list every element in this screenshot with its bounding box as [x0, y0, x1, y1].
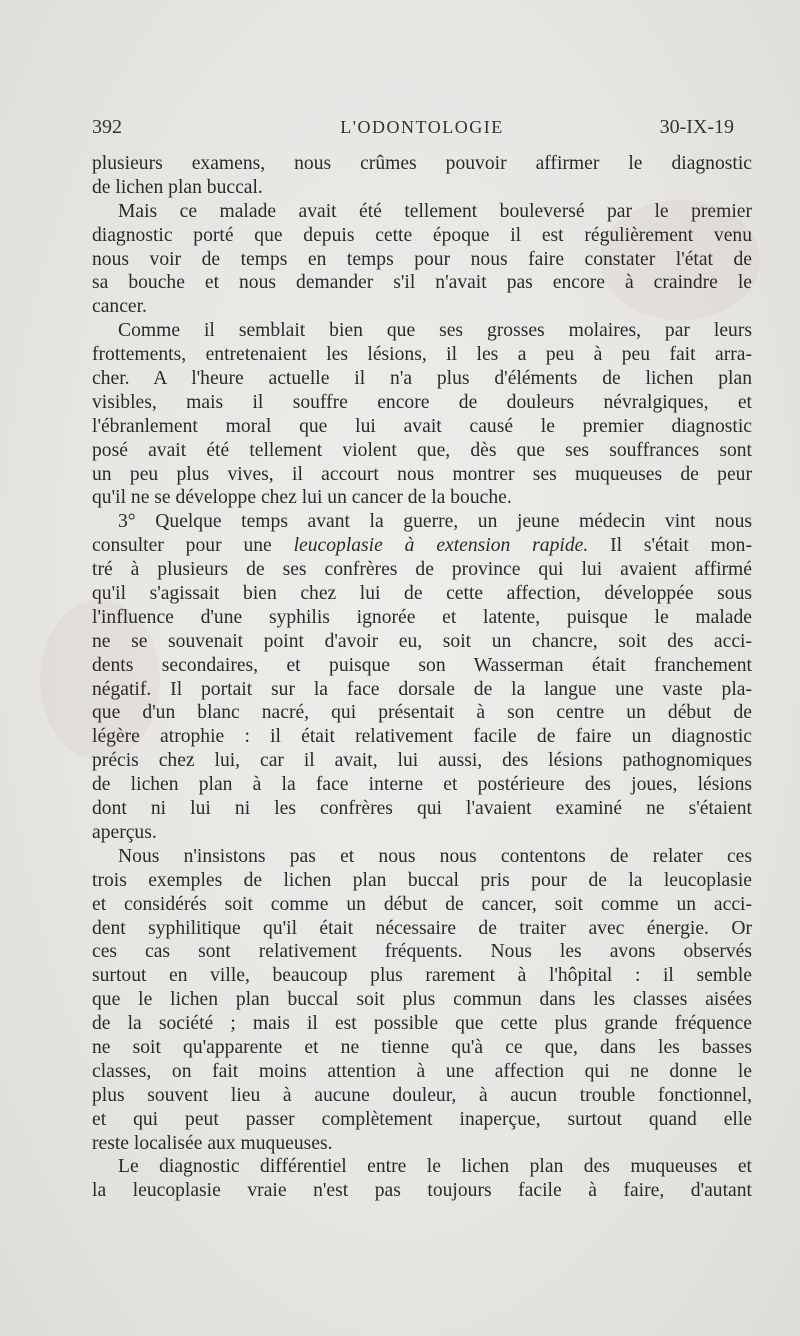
text-line: sa bouche et nous demander s'il n'avait pas encore à craindre le — [92, 272, 752, 294]
text-line: Mais ce malade avait été tellement bouleversé par le premier — [118, 200, 752, 222]
text-line: cancer. — [92, 296, 147, 318]
text-line: dont ni lui ni les confrères qui l'avaient examiné ne s'étaient — [92, 798, 752, 820]
text-line: qu'il s'agissait bien chez lui de cette affection, développée sous — [92, 583, 752, 605]
text-line: précis chez lui, car il avait, lui aussi, des lésions pathognomiques — [92, 750, 752, 772]
text-line: diagnostic porté que depuis cette époque il est régulièrement venu — [92, 224, 752, 246]
text-line: nous voir de temps en temps pour nous faire constater l'état de — [92, 248, 752, 270]
text-line: Comme il semblait bien que ses grosses molaires, par leurs — [118, 320, 752, 342]
text-line: trois exemples de lichen plan buccal pris pour de la leucoplasie — [92, 869, 752, 891]
text-line: ne se souvenait point d'avoir eu, soit un chancre, soit des acci- — [92, 630, 752, 652]
running-head — [92, 116, 752, 144]
text-line: plus souvent lieu à aucune douleur, à aucun trouble fonctionnel, — [92, 1084, 752, 1106]
text-line: dent syphilitique qu'il était nécessaire de traiter avec énergie. Or — [92, 917, 752, 939]
text-line: et considérés soit comme un début de cancer, soit comme un acci- — [92, 893, 752, 915]
text-line: de lichen plan à la face interne et postérieure des joues, lésions — [92, 774, 752, 796]
text-line: négatif. Il portait sur la face dorsale de la langue une vaste pla- — [92, 678, 752, 700]
text-line: classes, on fait moins attention à une affection qui ne donne le — [92, 1060, 752, 1082]
text-line: ces cas sont relativement fréquents. Nous les avons observés — [92, 941, 752, 963]
text-line: la leucoplasie vraie n'est pas toujours facile à faire, d'autant — [92, 1180, 752, 1202]
text-line: légère atrophie : il était relativement facile de faire un diagnostic — [92, 726, 752, 748]
text-line: tré à plusieurs de ses confrères de province qui lui avaient affirmé — [92, 559, 752, 581]
text-line: de la société ; mais il est possible que cette plus grande fréquence — [92, 1013, 752, 1035]
text-line: et qui peut passer complètement inaperçue, surtout quand elle — [92, 1108, 752, 1130]
text-line: Le diagnostic différentiel entre le lichen plan des muqueuses et — [118, 1156, 752, 1178]
text-line: que le lichen plan buccal soit plus commun dans les classes aisées — [92, 989, 752, 1011]
text-line: posé avait été tellement violent que, dès que ses souffrances sont — [92, 439, 752, 461]
text-line: plusieurs examens, nous crûmes pouvoir affirmer le diagnostic — [92, 153, 752, 174]
text-line: l'influence d'une syphilis ignorée et latente, puisque le malade — [92, 606, 752, 628]
text-line: qu'il ne se développe chez lui un cancer de la bouche. — [92, 487, 512, 509]
text-line: ne soit qu'apparente et ne tienne qu'à ce que, dans les basses — [92, 1036, 752, 1058]
text-segment: consulter pour une — [92, 535, 294, 557]
text-line: reste localisée aux muqueuses. — [92, 1132, 333, 1154]
text-line: un peu plus vives, il accourt nous montrer ses muqueuses de peur — [92, 463, 752, 485]
italic-phrase: leucoplasie à extension rapide. — [293, 535, 589, 557]
text-line: visibles, mais il souffre encore de douleurs névralgiques, et — [92, 391, 752, 413]
text-line: frottements, entretenaient les lésions, il les a peu à peu fait arra- — [92, 344, 752, 366]
page-number: 392 — [92, 116, 122, 138]
text-line: aperçus. — [92, 821, 157, 843]
text-line: que d'un blanc nacré, qui présentait à son centre un début de — [92, 702, 752, 724]
issue-date: 30-IX-19 — [659, 116, 734, 138]
text-line — [92, 534, 752, 558]
text-line: Nous n'insistons pas et nous nous contentons de relater ces — [118, 845, 752, 867]
journal-title: L'ODONTOLOGIE — [340, 117, 504, 137]
text-line: dents secondaires, et puisque son Wasserman était franchement — [92, 654, 752, 676]
text-line: de lichen plan buccal. — [92, 176, 263, 198]
text-line: l'ébranlement moral que lui avait causé le premier diagnostic — [92, 415, 752, 437]
text-line: 3° Quelque temps avant la guerre, un jeune médecin vint nous — [118, 511, 752, 533]
text-segment: Il s'était mon- — [588, 535, 752, 557]
body-text — [92, 152, 752, 1203]
text-line: cher. A l'heure actuelle il n'a plus d'éléments de lichen plan — [92, 368, 752, 390]
text-line: surtout en ville, beaucoup plus rarement à l'hôpital : il semble — [92, 965, 752, 987]
